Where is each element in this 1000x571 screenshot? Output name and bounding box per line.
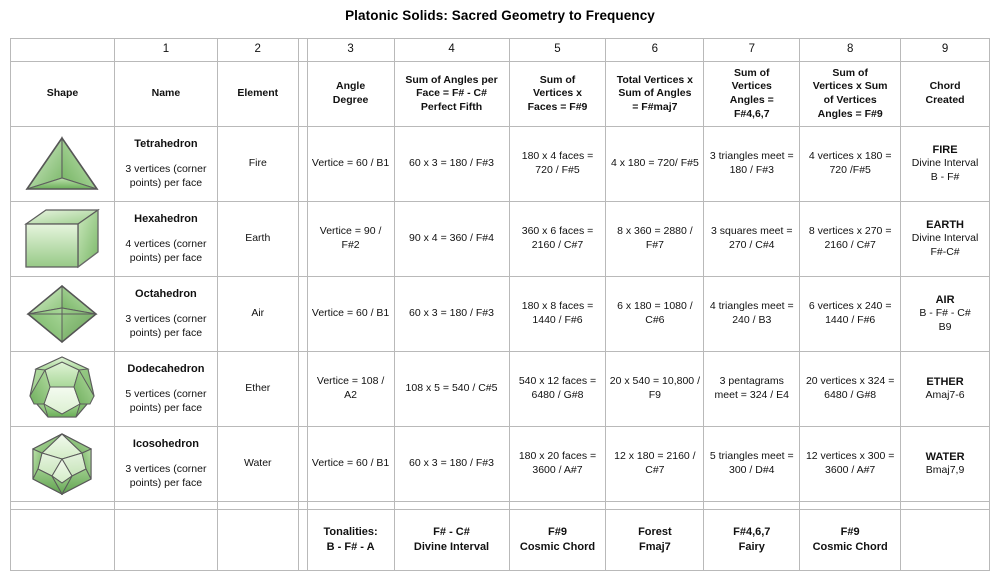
table-row: [11, 127, 990, 202]
header-total-vertices-sum-angles-l3: = F#maj7: [632, 100, 678, 113]
angle-degree-cell: Vertice = 60 / B1: [307, 427, 394, 502]
sum-angles-face-cell: 108 x 5 = 540 / C#5: [394, 352, 509, 427]
chord-sub: Amaj7-6: [925, 389, 965, 402]
element-cell: Air: [217, 277, 298, 352]
sum-vertices-angles-cell: 3 triangles meet = 180 / F#3: [704, 127, 800, 202]
header-sum-vertices-angles-l4: F#4,6,7: [733, 107, 770, 120]
icosahedron-icon: [16, 431, 108, 497]
sum-vertices-x-sum-cell: 12 vertices x 300 = 3600 / A#7: [800, 427, 901, 502]
header-sum-vertices-x-sum: [800, 62, 901, 127]
name-cell: [114, 202, 217, 277]
summary-angle-degree-cell: [307, 510, 394, 571]
table-row: [11, 352, 990, 427]
summary-chord-cell: [901, 510, 990, 571]
header-chord-created-l2: Created: [925, 94, 965, 106]
colnum-1: 1: [114, 39, 217, 62]
page-title: Platonic Solids: Sacred Geometry to Frequency: [345, 8, 655, 23]
header-sum-vertices-x-sum-l2: Vertices x Sum: [812, 80, 888, 93]
header-sum-vertices-faces-l2: Vertices x: [532, 87, 583, 100]
header-sum-vertices-faces-l1: Sum of: [539, 73, 576, 86]
octahedron-icon: [16, 282, 108, 346]
colnum-5: 5: [509, 39, 606, 62]
summary-sum-vertices-x-sum-cell: [800, 510, 901, 571]
header-total-vertices-sum-angles-l2: Sum of Angles: [618, 87, 692, 100]
header-sum-angles-per-face: [394, 62, 509, 127]
colnum-6: 6: [606, 39, 704, 62]
header-sum-vertices-x-sum-l1: Sum of: [832, 66, 868, 79]
summary-sum-vertices-faces-l1: F#9: [548, 525, 567, 538]
solid-vertices-note: 3 vertices (corner points) per face: [125, 462, 207, 490]
chord-name: ETHER: [926, 375, 964, 388]
shape-cell: [11, 352, 115, 427]
sum-vertices-faces-cell: 360 x 6 faces = 2160 / C#7: [509, 202, 606, 277]
header-sum-angles-per-face-l2: Face = F# - C#: [416, 87, 487, 100]
total-vertices-sum-angles-cell: 12 x 180 = 2160 / C#7: [606, 427, 704, 502]
colnum-2: 2: [217, 39, 298, 62]
header-angle-degree: [307, 62, 394, 127]
colnum-7: 7: [704, 39, 800, 62]
chord-name: FIRE: [932, 143, 958, 156]
angle-degree-cell: Vertice = 60 / B1: [307, 127, 394, 202]
element-cell: Ether: [217, 352, 298, 427]
summary-sum-vertices-x-sum-l2: Cosmic Chord: [812, 541, 888, 553]
header-shape-l1: Shape: [46, 87, 79, 100]
chord-name: AIR: [935, 293, 955, 306]
header-sum-vertices-x-sum-l4: Angles = F#9: [817, 107, 883, 120]
header-sum-vertices-angles: [704, 62, 800, 127]
summary-sum-angles-face-cell: [394, 510, 509, 571]
summary-sum-angles-face-l1: F# - C#: [433, 525, 470, 538]
solid-vertices-note: 3 vertices (corner points) per face: [125, 312, 207, 340]
spacer-cell: [307, 502, 394, 510]
header-sum-vertices-faces-l3: Faces = F#9: [527, 100, 588, 113]
header-angle-degree-l1: Angle: [336, 80, 366, 93]
sum-angles-face-cell: 90 x 4 = 360 / F#4: [394, 202, 509, 277]
chord-name: WATER: [925, 450, 965, 463]
header-gutter: [298, 62, 307, 127]
column-number-row: [11, 39, 990, 62]
header-shape: [11, 62, 115, 127]
header-sum-vertices-angles-l2: Vertices: [731, 80, 772, 93]
sum-vertices-x-sum-cell: 4 vertices x 180 = 720 /F#5: [800, 127, 901, 202]
chord-sub: B - F# - C#: [919, 307, 971, 320]
shape-cell: [11, 127, 115, 202]
solid-vertices-note: 4 vertices (corner points) per face: [125, 237, 207, 265]
header-sum-vertices-x-sum-l3: of Vertices: [823, 94, 877, 106]
shape-cell: [11, 202, 115, 277]
spacer-gutter-cell: [298, 502, 307, 510]
solid-name: Icosohedron: [132, 438, 199, 451]
chord-sub2: B - F#: [930, 171, 960, 184]
total-vertices-sum-angles-cell: 8 x 360 = 2880 / F#7: [606, 202, 704, 277]
gutter-cell: [298, 352, 307, 427]
summary-total-vertices-sum-angles-l1: Forest: [638, 525, 672, 538]
gutter-cell: [298, 427, 307, 502]
chord-cell: [901, 352, 990, 427]
sum-vertices-faces-cell: 180 x 20 faces = 3600 / A#7: [509, 427, 606, 502]
solid-vertices-note: 5 vertices (corner points) per face: [125, 387, 207, 415]
colnum-4: 4: [394, 39, 509, 62]
sum-vertices-x-sum-cell: 6 vertices x 240 = 1440 / F#6: [800, 277, 901, 352]
sum-vertices-angles-cell: 3 pentagrams meet = 324 / E4: [704, 352, 800, 427]
name-cell: [114, 127, 217, 202]
solid-name: Octahedron: [135, 288, 197, 301]
spacer-cell: [704, 502, 800, 510]
angle-degree-cell: Vertice = 60 / B1: [307, 277, 394, 352]
summary-sum-angles-face-l2: Divine Interval: [413, 541, 490, 553]
sum-angles-face-cell: 60 x 3 = 180 / F#3: [394, 427, 509, 502]
spacer-cell: [114, 502, 217, 510]
header-name: [114, 62, 217, 127]
summary-angle-degree-l1: Tonalities:: [323, 525, 378, 538]
sum-vertices-faces-cell: 180 x 4 faces = 720 / F#5: [509, 127, 606, 202]
colnum-9: 9: [901, 39, 990, 62]
header-sum-vertices-faces: [509, 62, 606, 127]
summary-total-vertices-sum-angles-cell: [606, 510, 704, 571]
element-cell: Water: [217, 427, 298, 502]
summary-shape-cell: [11, 510, 115, 571]
solid-name: Hexahedron: [134, 213, 198, 226]
summary-sum-vertices-x-sum-l1: F#9: [840, 525, 860, 538]
header-total-vertices-sum-angles-l1: Total Vertices x: [616, 73, 694, 86]
spacer-cell: [11, 502, 115, 510]
spacer-row: [11, 502, 990, 510]
summary-gutter-cell: [298, 510, 307, 571]
summary-element-cell: [217, 510, 298, 571]
platonic-solids-table-wrapper: [10, 38, 990, 571]
header-chord-created-l1: Chord: [929, 80, 961, 93]
chord-sub: Bmaj7,9: [925, 464, 965, 477]
spacer-cell: [901, 502, 990, 510]
colnum-shape: [11, 39, 115, 62]
summary-angle-degree-l2: B - F# - A: [326, 541, 375, 553]
angle-degree-cell: Vertice = 108 / A2: [307, 352, 394, 427]
gutter-cell: [298, 127, 307, 202]
table-row: [11, 277, 990, 352]
sum-vertices-x-sum-cell: 8 vertices x 270 = 2160 / C#7: [800, 202, 901, 277]
shape-cell: [11, 427, 115, 502]
angle-degree-cell: Vertice = 90 / F#2: [307, 202, 394, 277]
name-cell: [114, 352, 217, 427]
chord-cell: [901, 127, 990, 202]
header-sum-angles-per-face-l3: Perfect Fifth: [420, 100, 483, 113]
spacer-cell: [394, 502, 509, 510]
summary-sum-vertices-faces-l2: Cosmic Chord: [519, 541, 596, 553]
table-row: [11, 427, 990, 502]
chord-sub2: F#-C#: [930, 246, 960, 259]
spacer-cell: [800, 502, 901, 510]
shape-cell: [11, 277, 115, 352]
chord-cell: [901, 277, 990, 352]
chord-sub: Divine Interval: [911, 157, 979, 170]
summary-sum-vertices-angles-l2: Fairy: [738, 541, 765, 553]
total-vertices-sum-angles-cell: 4 x 180 = 720/ F#5: [606, 127, 704, 202]
header-sum-vertices-angles-l3: Angles =: [729, 94, 774, 106]
colnum-8: 8: [800, 39, 901, 62]
spacer-cell: [217, 502, 298, 510]
summary-sum-vertices-faces-cell: [509, 510, 606, 571]
platonic-solids-table: [10, 38, 990, 571]
header-total-vertices-sum-angles: [606, 62, 704, 127]
total-vertices-sum-angles-cell: 20 x 540 = 10,800 / F9: [606, 352, 704, 427]
header-name-l1: Name: [151, 87, 181, 100]
chord-name: EARTH: [926, 218, 964, 231]
spacer-cell: [509, 502, 606, 510]
header-element: [217, 62, 298, 127]
sum-vertices-faces-cell: 540 x 12 faces = 6480 / G#8: [509, 352, 606, 427]
solid-name: Dodecahedron: [127, 363, 205, 376]
colnum-gutter: [298, 39, 307, 62]
sum-angles-face-cell: 60 x 3 = 180 / F#3: [394, 127, 509, 202]
header-angle-degree-l2: Degree: [332, 94, 369, 106]
chord-cell: [901, 427, 990, 502]
sum-vertices-angles-cell: 3 squares meet = 270 / C#4: [704, 202, 800, 277]
sum-vertices-angles-cell: 5 triangles meet = 300 / D#4: [704, 427, 800, 502]
table-header-row: [11, 62, 990, 127]
hexahedron-icon: [16, 205, 108, 273]
sum-angles-face-cell: 60 x 3 = 180 / F#3: [394, 277, 509, 352]
summary-name-cell: [114, 510, 217, 571]
name-cell: [114, 427, 217, 502]
name-cell: [114, 277, 217, 352]
header-sum-angles-per-face-l1: Sum of Angles per: [405, 73, 498, 86]
total-vertices-sum-angles-cell: 6 x 180 = 1080 / C#6: [606, 277, 704, 352]
summary-sum-vertices-angles-cell: [704, 510, 800, 571]
chord-sub2: B9: [938, 321, 952, 334]
header-element-l1: Element: [237, 87, 279, 100]
sum-vertices-x-sum-cell: 20 vertices x 324 = 6480 / G#8: [800, 352, 901, 427]
tetrahedron-icon: [16, 133, 108, 195]
table-row: [11, 202, 990, 277]
summary-row: [11, 510, 990, 571]
chord-cell: [901, 202, 990, 277]
sum-vertices-angles-cell: 4 triangles meet = 240 / B3: [704, 277, 800, 352]
header-sum-vertices-angles-l1: Sum of: [733, 66, 770, 79]
solid-name: Tetrahedron: [134, 138, 198, 151]
summary-sum-vertices-angles-l1: F#4,6,7: [733, 525, 771, 538]
element-cell: Earth: [217, 202, 298, 277]
colnum-3: 3: [307, 39, 394, 62]
solid-vertices-note: 3 vertices (corner points) per face: [125, 162, 207, 190]
chord-sub: Divine Interval: [911, 232, 979, 245]
gutter-cell: [298, 277, 307, 352]
sum-vertices-faces-cell: 180 x 8 faces = 1440 / F#6: [509, 277, 606, 352]
spacer-cell: [606, 502, 704, 510]
element-cell: Fire: [217, 127, 298, 202]
gutter-cell: [298, 202, 307, 277]
summary-total-vertices-sum-angles-l2: Fmaj7: [638, 541, 671, 553]
header-chord-created: [901, 62, 990, 127]
dodecahedron-icon: [16, 354, 108, 424]
